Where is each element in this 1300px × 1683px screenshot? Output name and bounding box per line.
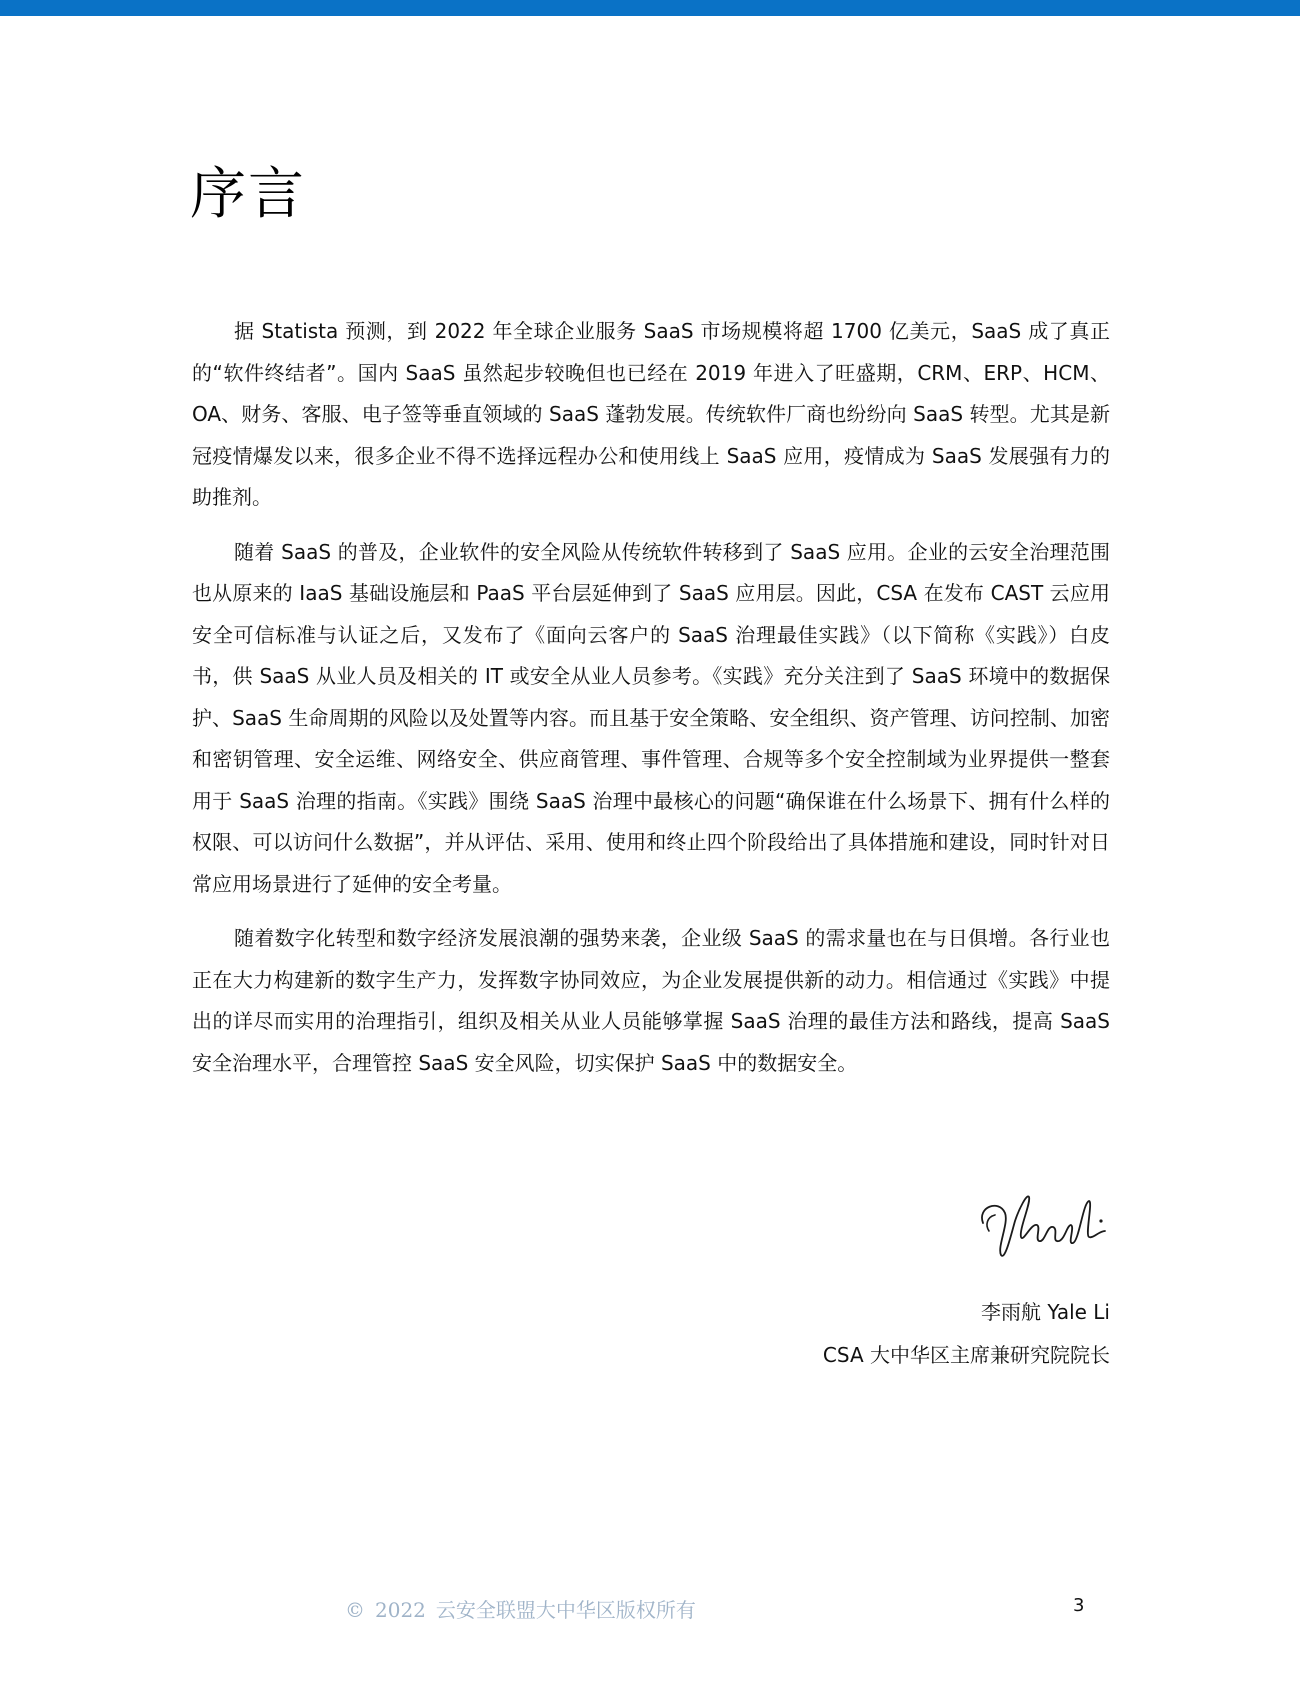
handwritten-signature	[975, 1185, 1115, 1270]
copyright-symbol: ©	[345, 1598, 365, 1622]
copyright-year: 2022	[375, 1598, 426, 1622]
paragraph-2: 随着 SaaS 的普及，企业软件的安全风险从传统软件转移到了 SaaS 应用。企业的云安全治理范围也从原来的 IaaS 基础设施层和 PaaS 平台层延伸到了 SaaS 应用层。因此，CSA 在发布 CAST 云应用安全可信标准与认证之后，又发布了《面向云客户的 SaaS 治理最佳实践》（以下简称《实践》）白皮书，供 SaaS 从业人员及相关的 IT 或安全从业人员参考。《实践》充分关注到了 SaaS 环境中的数据保护、SaaS 生命周期的风险以及处置等内容。而且基于安全策略、安全组织、资产管理、访问控制、加密和密钥管理、安全运维、网络安全、供应商管理、事件管理、合规等多个安全控制域为业界提供一整套用于 SaaS 治理的指南。《实践》围绕 SaaS 治理中最核心的问题“确保谁在什么场景下、拥有什么样的权限、可以访问什么数据”，并从评估、采用、使用和终止四个阶段给出了具体措施和建设，同时针对日常应用场景进行了延伸的安全考量。	[192, 539, 1110, 896]
footer-copyright	[345, 1594, 706, 1623]
body-content	[192, 311, 1110, 1097]
copyright-text: 云安全联盟大中华区版权所有	[435, 1598, 696, 1622]
paragraph-1: 据 Statista 预测，到 2022 年全球企业服务 SaaS 市场规模将超 1700 亿美元，SaaS 成了真正的“软件终结者”。国内 SaaS 虽然起步较晚但也已经在 2019 年进入了旺盛期，CRM、ERP、HCM、OA、财务、客服、电子签等垂直领域的 SaaS 蓬勃发展。传统软件厂商也纷纷向 SaaS 转型。尤其是新冠疫情爆发以来，很多企业不得不选择远程办公和使用线上 SaaS 应用，疫情成为 SaaS 发展强有力的助推剂。	[192, 319, 1110, 509]
signatory-name: 李雨航 Yale Li	[981, 1300, 1110, 1324]
page-title: 序言	[190, 162, 306, 227]
paragraph-3: 随着数字化转型和数字经济发展浪潮的强势来袭，企业级 SaaS 的需求量也在与日俱增。各行业也正在大力构建新的数字生产力，发挥数字协同效应，为企业发展提供新的动力。相信通过《实践》中提出的详尽而实用的治理指引，组织及相关从业人员能够掌握 SaaS 治理的最佳方法和路线，提高 SaaS 安全治理水平，合理管控 SaaS 安全风险，切实保护 SaaS 中的数据安全。	[192, 926, 1110, 1075]
signatory-title: CSA 大中华区主席兼研究院院长	[822, 1343, 1110, 1367]
page-number: 3	[1073, 1595, 1085, 1616]
top-accent-bar	[0, 0, 1300, 16]
